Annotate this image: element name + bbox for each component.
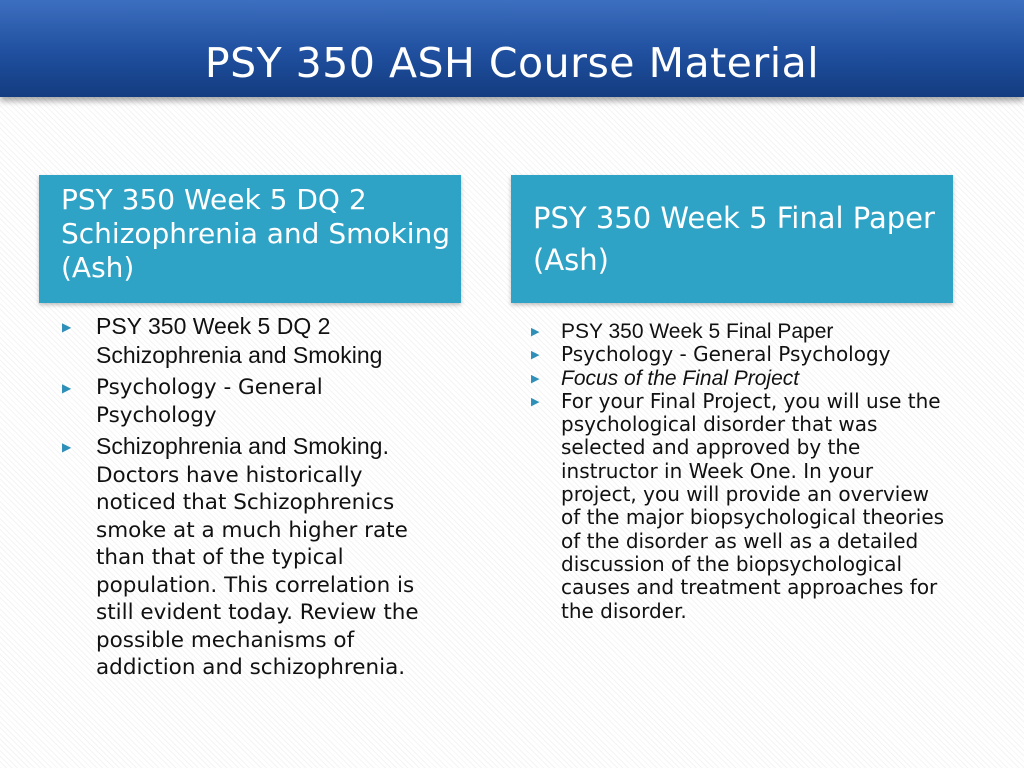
list-item (62, 313, 442, 370)
triangle-right-icon: ▶ (62, 320, 72, 334)
list-item (531, 367, 951, 390)
left-bullet-list (62, 313, 442, 686)
bullet-label: Schizophrenia and Smoking (96, 433, 383, 459)
list-item (62, 374, 442, 429)
bullet-label: PSY 350 Week 5 DQ 2 Schizophrenia and Smoking (96, 313, 383, 368)
bullet-label: PSY 350 Week 5 Final Paper (561, 320, 834, 343)
list-item (531, 390, 951, 623)
title-bar (0, 0, 1024, 97)
list-item (62, 433, 442, 682)
left-column-header: PSY 350 Week 5 DQ 2 Schizophrenia and Smoking (Ash) (39, 175, 461, 303)
bullet-text: For your Final Project, you will use the psychological disorder that was selected and approved by the instructor in Week One. In your project, you will provide an overview of the major biopsychological theories of the disorder as well as a detailed discussion of the biopsychological causes and treatment approaches for the disorder. (561, 388, 945, 623)
bullet-text: Psychology - General Psychology (96, 375, 323, 428)
page-title: PSY 350 ASH Course Material (204, 39, 820, 87)
bullet-text: Psychology - General Psychology (561, 342, 891, 367)
triangle-right-icon: ▶ (531, 394, 540, 408)
right-column-header: PSY 350 Week 5 Final Paper (Ash) (511, 175, 953, 303)
list-item (531, 320, 951, 343)
triangle-right-icon: ▶ (62, 381, 72, 395)
triangle-right-icon: ▶ (531, 325, 540, 338)
list-item (531, 343, 951, 366)
triangle-right-icon: ▶ (531, 348, 540, 362)
triangle-right-icon: ▶ (62, 440, 72, 454)
bullet-label: Focus of the Final Project (561, 366, 800, 390)
right-bullet-list (531, 320, 951, 623)
bullet-text: . Doctors have historically noticed that Schizophrenics smoke at a much higher rate than that of the typical population. This correlation is still evident today. Review the possible mechanisms of addiction and schizophrenia. (96, 435, 419, 680)
triangle-right-icon: ▶ (531, 371, 540, 385)
